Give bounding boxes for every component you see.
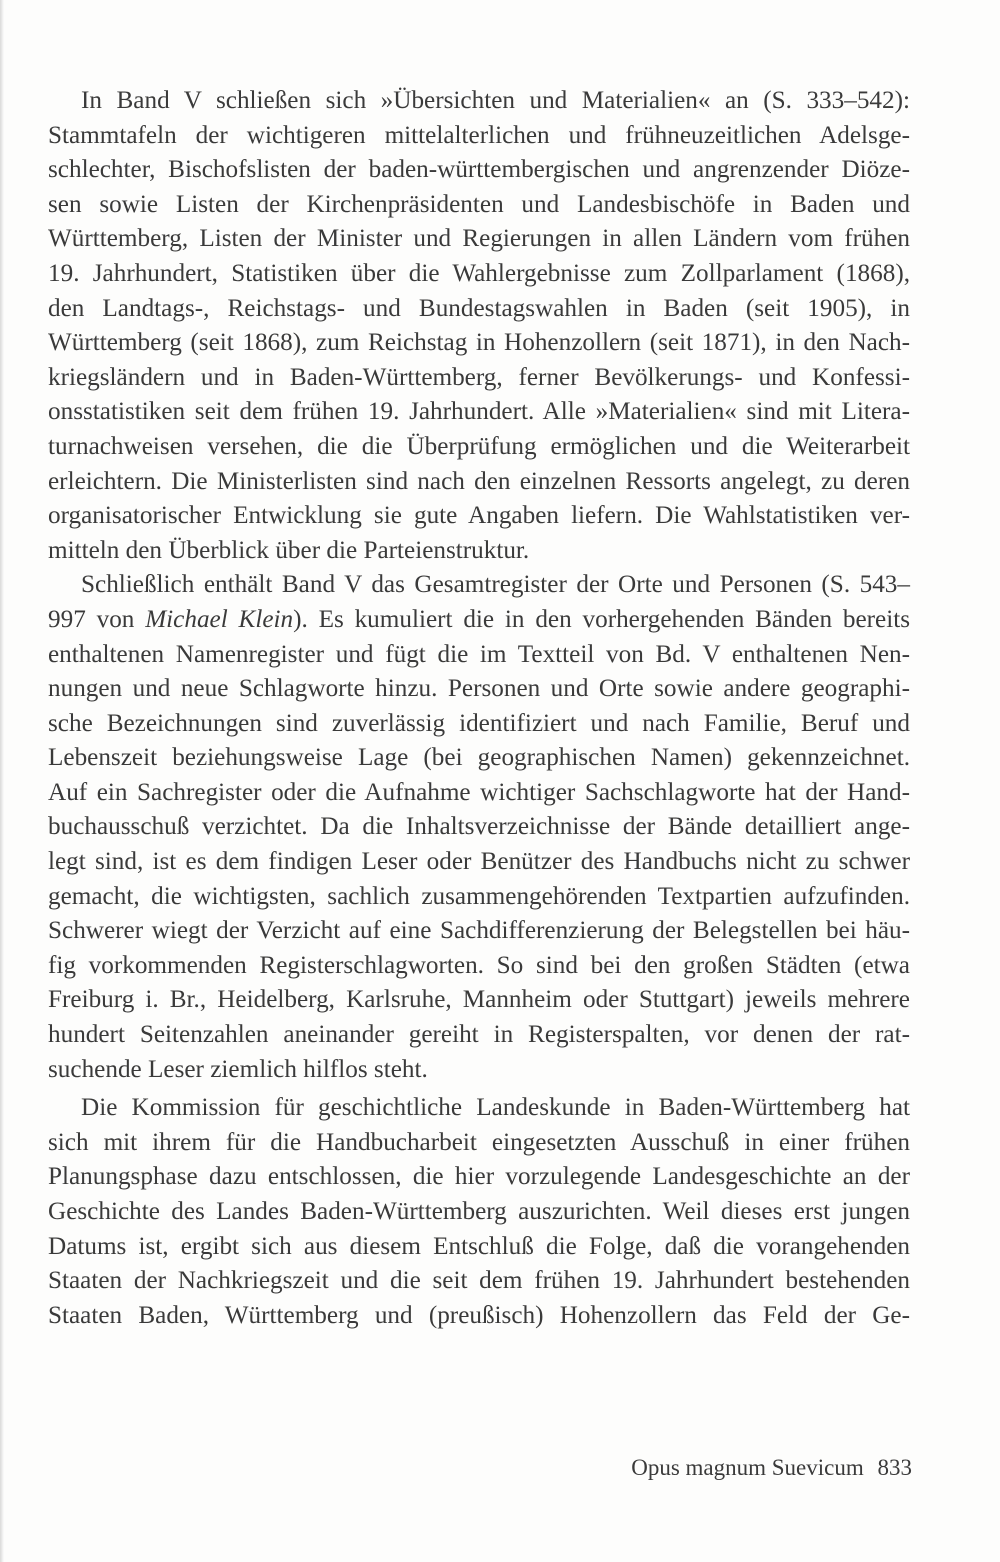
text-line: nungen und neue Schlagworte hinzu. Personen und Orte sowie andere geographi- [48,675,910,703]
text-line: gemacht, die wichtigsten, sachlich zusammengehörenden Textpartien aufzufinden. [48,882,910,910]
page-edge-shadow [0,0,4,1562]
text-line: buchausschuß verzichtet. Da die Inhaltsverzeichnisse der Bände detailliert ange- [48,813,910,841]
text-line: Datums ist, ergibt sich aus diesem Entschluß die Folge, daß die vorangehenden [48,1232,910,1260]
text-line: Planungsphase dazu entschlossen, die hier vorzulegende Landesgeschichte an der [48,1163,910,1191]
text-line: 997 von Michael Klein). Es kumuliert die in den vorhergehenden Bänden bereits [48,605,910,633]
text-line: Schwerer wiegt der Verzicht auf eine Sachdifferenzierung der Belegstellen bei häu- [48,917,910,945]
text-line: mitteln den Überblick über die Parteienstruktur. [48,536,530,564]
text-line: Geschichte des Landes Baden-Württemberg auszurichten. Weil dieses erst jungen [48,1198,910,1225]
text-line: turnachweisen versehen, die die Überprüfung ermöglichen und die Weiterarbeit [48,432,910,460]
text-line: den Landtags-, Reichstags- und Bundestagswahlen in Baden (seit 1905), in [48,294,910,322]
text-line: kriegsländern und in Baden-Württemberg, ferner Bevölkerungs- und Konfessi- [48,363,910,391]
text-line: Staaten Baden, Württemberg und (preußisch) Hohenzollern das Feld der Ge- [48,1301,910,1329]
running-title: Opus magnum Suevicum [631,1455,864,1480]
text-line: sche Bezeichnungen sind zuverlässig identifiziert und nach Familie, Beruf und [48,709,910,737]
text-line: Staaten der Nachkriegszeit und die seit dem frühen 19. Jahrhundert bestehenden [48,1267,910,1295]
page-footer [631,1455,912,1481]
text-line: sen sowie Listen der Kirchenpräsidenten und Landesbischöfe in Baden und [48,190,910,218]
text-line: Die Kommission für geschichtliche Landeskunde in Baden-Württemberg hat [81,1094,910,1122]
text-line: erleichtern. Die Ministerlisten sind nach den einzelnen Ressorts angelegt, zu deren [48,467,910,495]
page-number: 833 [877,1455,912,1480]
text-line: legt sind, ist es dem findigen Leser oder Benützer des Handbuchs nicht zu schwer [48,848,910,876]
text-line: onsstatistiken seit dem frühen 19. Jahrhundert. Alle »Materialien« sind mit Litera- [48,398,910,426]
text-line: fig vorkommenden Registerschlagworten. So sind bei den großen Städten (etwa [48,951,910,979]
text-line: 19. Jahrhundert, Statistiken über die Wahlergebnisse zum Zollparlament (1868), [48,259,910,287]
text-line: In Band V schließen sich »Übersichten und Materialien« an (S. 333–542): [81,87,910,114]
text-line: Freiburg i. Br., Heidelberg, Karlsruhe, Mannheim oder Stuttgart) jeweils mehrere [48,986,910,1014]
body-text [48,84,910,1333]
text-line: Schließlich enthält Band V das Gesamtregister der Orte und Personen (S. 543– [81,571,910,599]
text-line: enthaltenen Namenregister und fügt die im Textteil von Bd. V enthaltenen Nen- [48,640,910,668]
text-line: Stammtafeln der wichtigeren mittelalterlichen und frühneuzeitlichen Adelsge- [48,121,910,149]
text-line: suchende Leser ziemlich hilflos steht. [48,1055,428,1083]
text-line: Lebenszeit beziehungsweise Lage (bei geographischen Namen) gekennzeichnet. [48,744,910,772]
text-line: sich mit ihrem für die Handbucharbeit eingesetzten Ausschuß in einer frühen [48,1128,910,1156]
text-line: Auf ein Sachregister oder die Aufnahme wichtiger Sachschlagworte hat der Hand- [48,778,910,806]
text-line: organisatorischer Entwicklung sie gute Angaben liefern. Die Wahlstatistiken ver- [48,502,910,530]
author-name: Michael Klein [145,605,294,633]
text-line: Württemberg, Listen der Minister und Regierungen in allen Ländern vom frühen [48,225,910,253]
text-line: hundert Seitenzahlen aneinander gereiht in Registerspalten, vor denen der rat- [48,1021,910,1049]
text-line: schlechter, Bischofslisten der baden-württembergischen und angrenzender Diöze- [48,156,910,184]
text-line: Württemberg (seit 1868), zum Reichstag in Hohenzollern (seit 1871), in den Nach- [48,329,910,357]
